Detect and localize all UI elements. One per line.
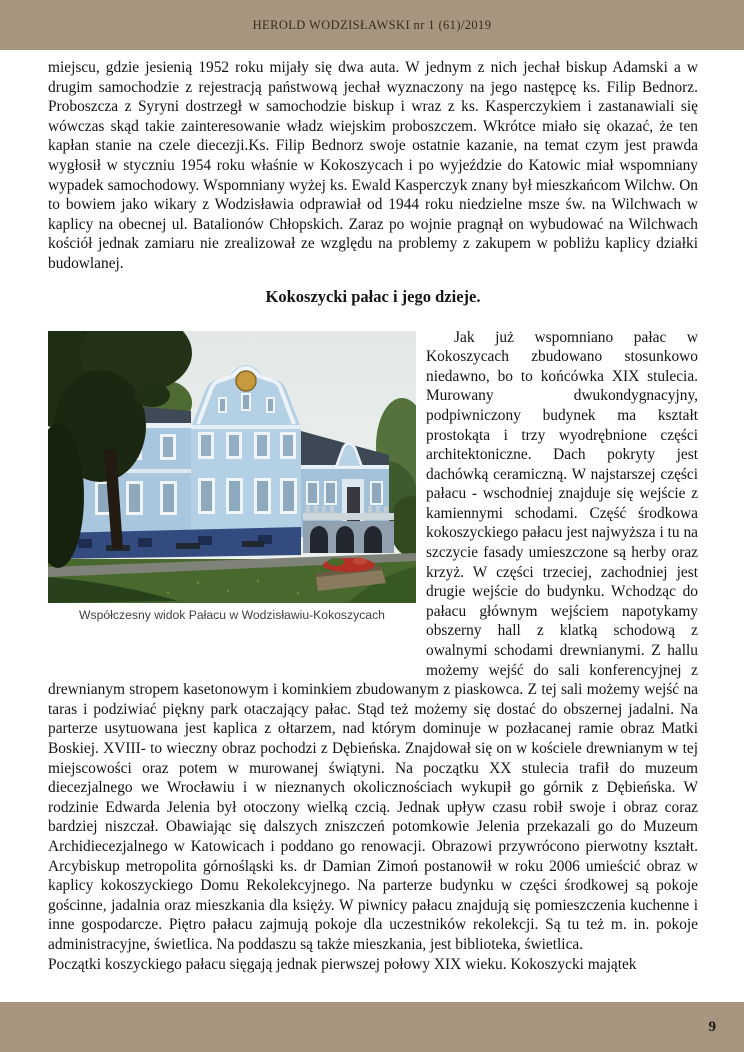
palace-stairs <box>303 506 394 553</box>
paragraph-1: miejscu, gdzie jesienią 1952 roku mijały się dwa auta. W jednym z nich jechał biskup Adamski a w drugim samochodzie z rejestracją państwową jechał wyznaczony na jego następcę ks. Filip Bednorz. Proboszcza z Syryni dostrzegł w samochodzie biskup i wraz z ks. Kasperczykiem i zastanawiali się wówczas skąd takie zainteresowanie władz wiejskim proboszczem. Wkrótce miało się okazać, że ten kapłan stanie na czele diecezji.Ks. Filip Bednorz swoje ostatnie kazanie, na temat czym jest prawda wygłosił w styczniu 1954 roku właśnie w Kokoszycach i po wyjeździe do Katowic miał wspomniany wypadek samochodowy. Wspomniany wyżej ks. Ewald Kasperczyk znany był mieszkańcom Wilchw. On to bowiem jako wikary z Wodzisławia odprawiał od 1944 roku niedzielne msze św. na Wilchwach w kaplicy na obecnej ul. Batalionów Chłopskich. Zaraz po wojnie pragnął on wybudować na Wilchwach kościół jednak zamiaru nie zrealizował ze względu na problemy z zakupem w pobliżu kaplicy działki budowlanej. <box>48 59 698 272</box>
palace-photo-figure <box>48 331 416 622</box>
page-number: 9 <box>708 1018 716 1035</box>
paragraph-3: Początki koszyckiego pałacu sięgają jednak pierwszej połowy XIX wieku. Kokoszycki majątek <box>48 955 637 973</box>
section-heading: Kokoszycki pałac i jego dzieje. <box>265 286 481 306</box>
gable-clock <box>236 371 256 391</box>
photo-caption: Współczesny widok Pałacu w Wodzisławiu-Kokoszycach <box>79 607 385 622</box>
header-band <box>0 0 744 50</box>
header-title: HEROLD WODZISŁAWSKI nr 1 (61)/2019 <box>252 17 492 32</box>
paragraph-2: Jak już wspomniano pałac w Kokoszycach zbudowano stosunkowo niedawno, bo to końcówka XIX stulecia. Murowany dwukondygnacyjny, podpiwniczony budynek ma kształt prostokąta i trzy wyodrębnione części architektoniczne. Dach pokryty jest dachówką ceramiczną. W najstarszej części pałacu - wschodniej znajduje się wejście z kamiennymi schodami. Część środkowa kokoszyckiego pałacu jest najwyższa i tu na szczycie fasady umieszczone są herby oraz krzyż. W części trzeciej, zachodniej jest drugie wejście do budynku. Wchodząc do pałacu głównym wejściem napotykamy obszerny hall z klatką schodową z owalnymi schodami drewnianymi. Z hallu możemy wejść do sali konferencyjnej z drewnianym stropem kasetonowym i kominkiem zbudowanym z piaskowca. Z tej sali możemy wejść na taras i podziwiać piękny park otaczający pałac. Stąd też możemy się dostać do obszernej jadalni. Na parterze usytuowana jest kaplica z ołtarzem, nad którym dominuje w pozłacanej ramie obraz Matki Boskiej. XVIII- to wieczny obraz pochodzi z Dębieńska. Znajdował się on w kościele drewnianym w tej miejscowości oraz potem w murowanej świątyni. Na początku XX stulecia trafił do muzeum diecezjalnego we Wrocławiu i w nieznanych okolicznościach wykupił go górnik z Dębieńska. W rodzinie Edwarda Jelenia był otoczony wielką czcią. Jednak upływ czasu robił swoje i obraz coraz bardziej niszczał. Obawiając się dalszych zniszczeń potomkowie Jelenia przekazali go do Muzeum Archidiecezjalnego w Katowicach i poddano go renowacji. Obrazowi przywrócono pierwotny kształt. Arcybiskup metropolita górnośląski ks. dr Damian Zimoń postanowił w roku 2006 umieścić obraz w kaplicy kokoszyckiego Domu Rekolekcyjnego. Na parterze budynku w części środkowej są pokoje gościnne, jadalnia oraz mieszkania dla księży. W piwnicy pałacu znajdują się pomieszczenia kuchenne i inne gospodarcze. Piętro pałacu zajmują pokoje dla uczestników rekolekcji. Są tu też m. in. pokoje administracyjne, świetlica. Na poddaszu są także mieszkania, jest biblioteka, świetlica. <box>48 328 698 953</box>
palace-photo-image <box>48 331 416 603</box>
footer-band <box>0 1002 744 1052</box>
article-body <box>48 58 698 974</box>
